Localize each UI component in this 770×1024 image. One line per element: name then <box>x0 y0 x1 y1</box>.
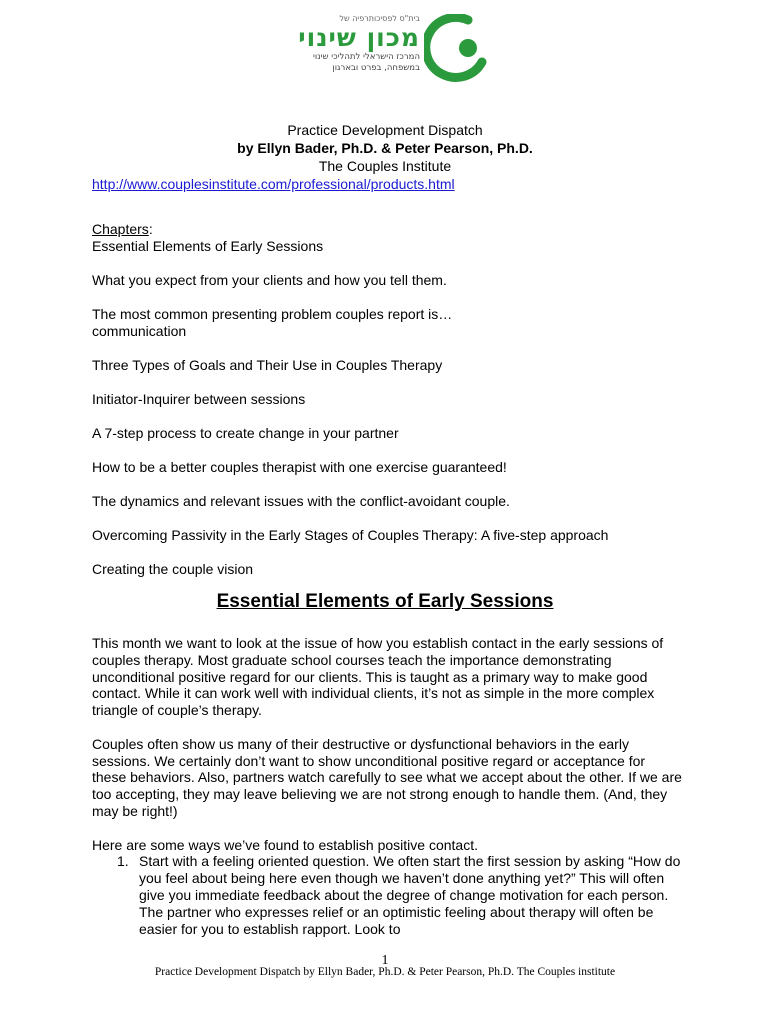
chapter-item: Overcoming Passivity in the Early Stages of Couples Therapy: A five-step approach <box>92 527 609 543</box>
chapter-item: How to be a better couples therapist with one exercise guaranteed! <box>92 459 507 475</box>
chapter-item: The most common presenting problem couples report is… <box>92 306 453 322</box>
list-text: Start with a feeling oriented question. We often start the first session by asking “How do you feel about being here even though we haven’t done anything yet?” This will often give you immediate feedback about the degree of change motivation for each person. The partner who expresses relief or an optimistic feeling about therapy will often be easier for you to establish rapport. Look to <box>139 853 681 937</box>
page-footer: Practice Development Dispatch by Ellyn Bader, Ph.D. & Peter Pearson, Ph.D. The Couples institute <box>154 966 616 978</box>
logo-subtitle-2: במשפחה, בפרט ובארגון <box>332 63 420 73</box>
logo-top-line: בית"ס לפסיכותרפיה של <box>339 14 420 23</box>
document-header <box>0 121 770 193</box>
page-number: 1 <box>381 953 389 968</box>
chapter-item: Three Types of Goals and Their Use in Couples Therapy <box>92 357 443 373</box>
authors-line: by Ellyn Bader, Ph.D. & Peter Pearson, Ph.D. <box>237 140 533 156</box>
products-link[interactable]: http://www.couplesinstitute.com/professional/products.html <box>92 176 455 192</box>
list-item <box>92 853 682 937</box>
chapter-item: What you expect from your clients and how you tell them. <box>92 272 447 288</box>
section-body <box>92 635 682 937</box>
body-paragraph: This month we want to look at the issue of how you establish contact in the early sessions of couples therapy. Most graduate school courses teach the importance demonstrating unconditional positive regard for our clients. This is taught as a primary way to make good contact. While it can work well with individual clients, it’s not as simple in the more complex triangle of couple’s therapy. <box>92 635 664 719</box>
logo-mark-icon <box>424 14 488 82</box>
list-number: 1. <box>117 853 129 870</box>
chapters-list <box>92 221 692 595</box>
chapters-heading: Chapters: <box>92 221 153 237</box>
chapter-item: Initiator-Inquirer between sessions <box>92 391 306 407</box>
body-paragraph: Couples often show us many of their destructive or dysfunctional behaviors in the early sessions. We certainly don’t want to show unconditional positive regard or acceptance for these behaviors. Also, partners watch carefully to see what we accept about the other. If we are too accepting, they may leave believing we are not strong enough to handle them. (And, they may be right!) <box>92 735 682 819</box>
logo-subtitle-1: המרכז הישראלי לתהליכי שינוי <box>313 52 420 62</box>
chapter-item: communication <box>92 323 187 339</box>
tips-list <box>92 853 682 937</box>
institute-name: The Couples Institute <box>318 158 452 174</box>
chapter-item: Essential Elements of Early Sessions <box>92 238 324 254</box>
dispatch-title: Practice Development Dispatch <box>287 122 483 138</box>
section-title: Essential Elements of Early Sessions <box>216 591 554 612</box>
logo-main-name: מכון שינוי <box>298 23 420 52</box>
chapter-item: A 7-step process to create change in your partner <box>92 425 399 441</box>
logo-text <box>290 14 420 74</box>
chapter-item: Creating the couple vision <box>92 561 254 577</box>
body-paragraph: Here are some ways we’ve found to establish positive contact. <box>92 836 478 853</box>
institute-logo <box>290 14 490 84</box>
chapter-item: The dynamics and relevant issues with the conflict-avoidant couple. <box>92 493 510 509</box>
